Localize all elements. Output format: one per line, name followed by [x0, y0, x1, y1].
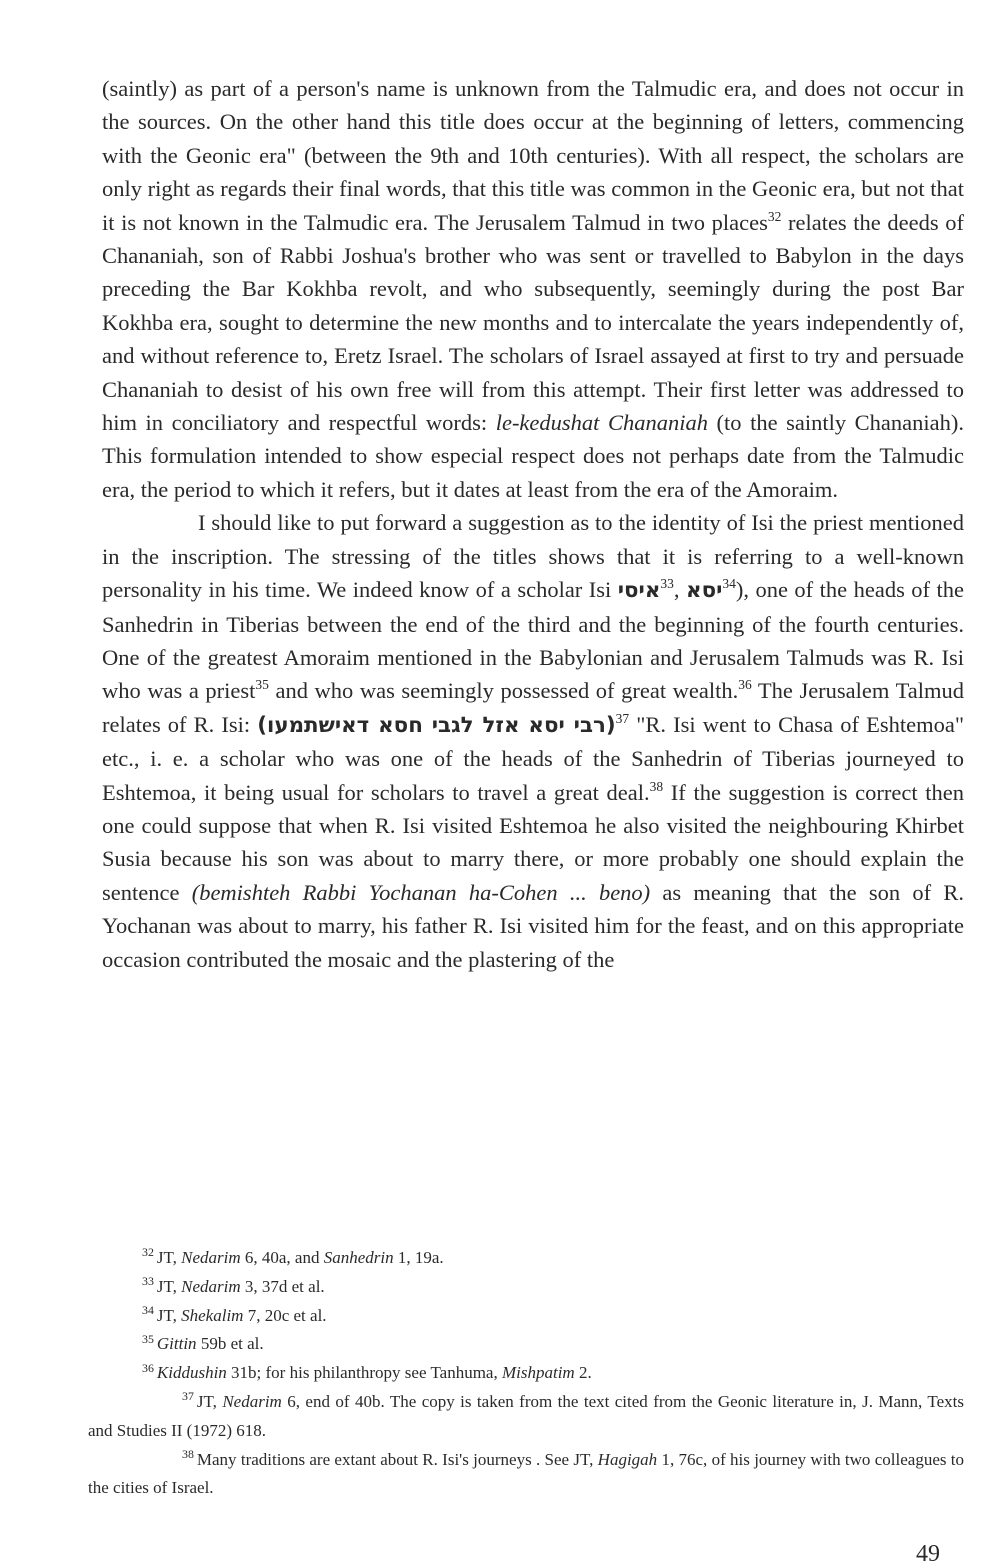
italic-term: (bemishteh Rabbi Yochanan ha-Cohen ... beno)	[191, 879, 651, 905]
hebrew-quote: (רבי יסא אזל לגבי חסא דאישתמעו)	[257, 712, 616, 738]
footnote-38: $^{38}$ Many traditions are extant about R. Isi's journeys . See JT, Hagigah 1, 76c, of his journey with two colleagues to the cities of Israel.	[88, 1447, 964, 1498]
footnote-ref: 36	[738, 677, 752, 693]
footnote-36: $^{36}$ Kiddushin 31b; for his philanthropy see Tanhuma, Mishpatim 2.	[142, 1360, 592, 1383]
text-run: (saintly) as part of a person's name is unknown from the Talmudic era, and does not occur in the sources. On the other hand this title does occur at the beginning of letters, commencing with the Geonic era" (between the 9th and 10th centuries). With all respect, the scholars are only right as regards their final words, that this title was common in the Geonic era, but not that it is not known in the Talmudic era. The Jerusalem Talmud in two places	[102, 76, 964, 235]
footnote-37: $^{37}$ JT, Nedarim 6, end of 40b. The copy is taken from the text cited from the Geonic literature in, J. Mann, Texts and Studies II (1972) 618.	[88, 1389, 964, 1440]
text-run: I should like to put forward a suggestion as to the identity of Isi the priest mentioned in the inscription. The stressing of the titles shows that it is referring to a well-known personality in his time. We indeed know of a scholar Isi	[102, 510, 964, 603]
footnote-ref: 33	[660, 576, 674, 592]
footnote-ref: 35	[255, 677, 269, 693]
hebrew-word: יסא	[686, 578, 723, 604]
text-run: relates the deeds of Chananiah, son of Rabbi Joshua's brother who was sent or travelled to Babylon in the days preceding the Bar Kokhba revolt, and who subsequently, seemingly during the post Bar Kokhba era, sought to determine the new months and to intercalate the years independently of, and without reference to, Eretz Israel. The scholars of Israel assayed at first to try and persuade Chananiah to desist of his own free will from this attempt. Their first letter was addressed to him in conciliatory and respectful words:	[102, 209, 964, 436]
page-number: 49	[916, 1541, 940, 1567]
footnote-34: $^{34}$ JT, Shekalim 7, 20c et al.	[142, 1303, 327, 1325]
text-run: If the suggestion is correct then one could suppose that when R. Isi visited Eshtemoa he also visited the neighbouring Khirbet Susia because his son was about to marry there, or more probably one should explain the sentence	[102, 779, 964, 905]
footnote-ref: 34	[722, 576, 736, 592]
text-run: (to the saintly Chananiah). This formulation intended to show especial respect does not perhaps date from the Talmudic era, the period to which it refers, but it dates at least from the era of the Amoraim.	[102, 410, 964, 502]
footnote-ref: 37	[615, 710, 630, 726]
italic-term: le-kedushat Chananiah	[495, 410, 708, 436]
text-run: The Jerusalem Talmud relates of R. Isi:	[102, 678, 964, 737]
text-run: ,	[673, 577, 687, 603]
footnote-33: $^{33}$ JT, Nedarim 3, 37d et al.	[142, 1274, 325, 1296]
hebrew-word: איסי	[617, 578, 661, 604]
footnote-32: $^{32}$ JT, Nedarim 6, 40a, and Sanhedrin 1, 19a.	[142, 1245, 444, 1267]
text-run: and who was seemingly possessed of great wealth.	[268, 678, 739, 704]
text-run: "R. Isi went to Chasa of Eshtemoa" etc., i. e. a scholar who was one of the heads of the Sanhedrin of Tiberias journeyed to Eshtemoa, it being usual for scholars to travel a great deal.	[102, 711, 965, 805]
footnote-ref: 38	[649, 778, 664, 794]
paragraph-2	[102, 506, 964, 976]
text-run: ), one of the heads of the Sanhedrin in Tiberias between the end of the third and the beginning of the fourth centuries. One of the greatest Amoraim mentioned in the Babylonian and Jerusalem Talmuds was R. Isi who was a priest	[102, 577, 965, 704]
paragraph-1	[102, 72, 964, 506]
footnotes	[88, 1244, 964, 1503]
footnote-ref: 32	[767, 208, 782, 224]
footnote-35: $^{35}$ Gittin 59b et al.	[142, 1331, 264, 1354]
main-text	[102, 72, 964, 976]
text-run: as meaning that the son of R. Yochanan was about to marry, his father R. Isi visited him for the feast, and on this appropriate occasion contributed the mosaic and the plastering of the	[102, 879, 964, 972]
